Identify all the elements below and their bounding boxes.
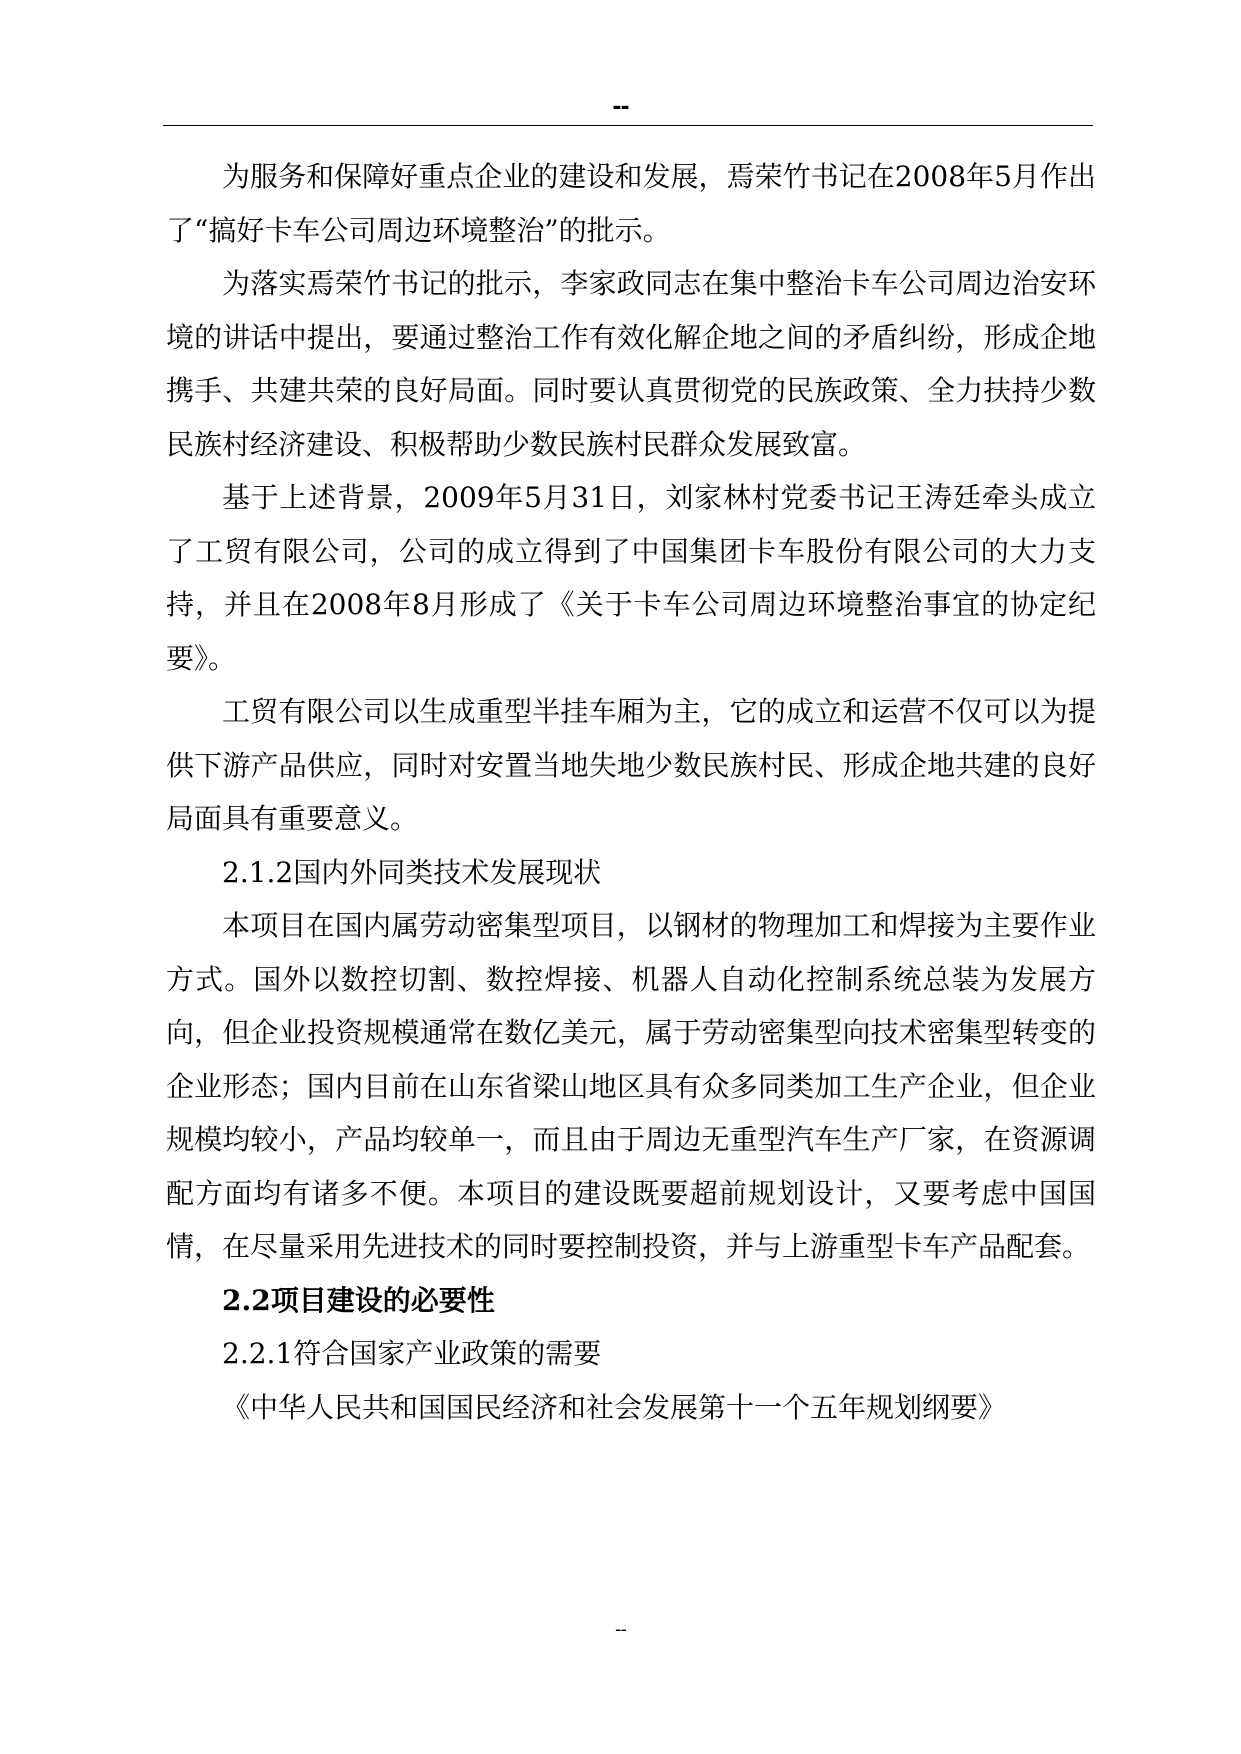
paragraph: 基于上述背景，2009年5月31日，刘家林村党委书记王涛廷牵头成立了工贸有限公司，公司的成立得到了中国集团卡车股份有限公司的大力支持，并且在2008年8月形成了《关于卡车公司周边环境整治事宜的协定纪要》。: [166, 481, 1096, 675]
paragraph: 工贸有限公司以生成重型半挂车厢为主，它的成立和运营不仅可以为提供下游产品供应，同时对安置当地失地少数民族村民、形成企地共建的良好局面具有重要意义。: [166, 695, 1096, 835]
paragraph: 《中华人民共和国国民经济和社会发展第十一个五年规划纲要》: [222, 1390, 1007, 1424]
header-mark: --: [612, 95, 629, 120]
paragraph: 本项目在国内属劳动密集型项目，以钢材的物理加工和焊接为主要作业方式。国外以数控切割、数控焊接、机器人自动化控制系统总装为发展方向，但企业投资规模通常在数亿美元，属于劳动密集型向技术密集型转变的企业形态；国内目前在山东省梁山地区具有众多同类加工生产企业，但企业规模均较小，产品均较单一，而且由于周边无重型汽车生产厂家，在资源调配方面均有诸多不便。本项目的建设既要超前规划设计，又要考虑中国国情，在尽量采用先进技术的同时要控制投资，并与上游重型卡车产品配套。: [166, 909, 1096, 1263]
paragraph: 为服务和保障好重点企业的建设和发展，焉荣竹书记在2008年5月作出了“搞好卡车公司周边环境整治”的批示。: [166, 160, 1096, 247]
subsection-heading: 2.2.1符合国家产业政策的需要: [222, 1337, 602, 1370]
body-text: [166, 150, 1096, 1434]
footer-mark: --: [615, 1619, 626, 1640]
paragraph: 为落实焉荣竹书记的批示，李家政同志在集中整治卡车公司周边治安环境的讲话中提出，要通过整治工作有效化解企地之间的矛盾纠纷，形成企地携手、共建共荣的良好局面。同时要认真贯彻党的民族政策、全力扶持少数民族村经济建设、积极帮助少数民族村民群众发展致富。: [166, 267, 1096, 461]
subsection-heading: 2.1.2国内外同类技术发展现状: [222, 855, 602, 889]
header-rule: [163, 125, 1093, 126]
section-heading: 2.2项目建设的必要性: [222, 1283, 495, 1317]
